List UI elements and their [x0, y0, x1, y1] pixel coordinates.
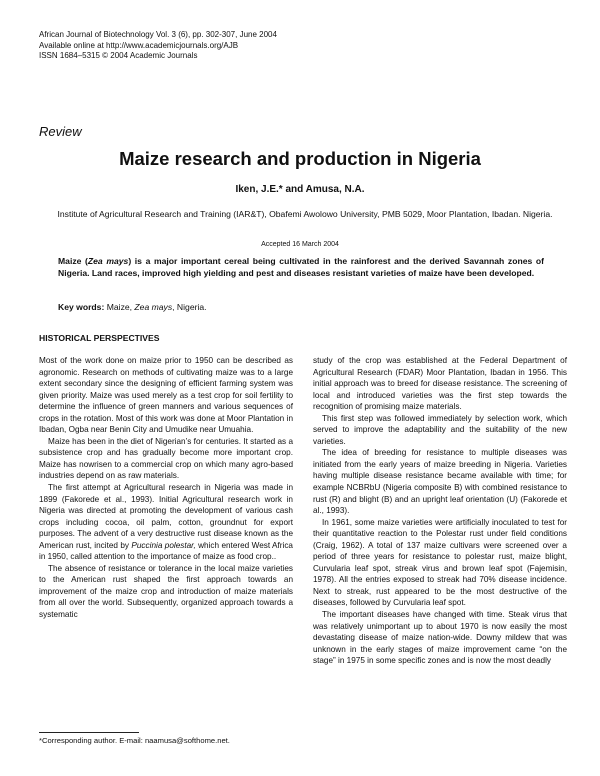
journal-issn: ISSN 1684–5315 © 2004 Academic Journals	[39, 51, 198, 60]
footnote-divider	[39, 732, 139, 733]
keywords: Key words: Maize, Zea mays, Nigeria.	[58, 302, 207, 312]
paragraph: This first step was followed immediately by selection work, which served to improve the adaptability and the suitability of the new varieties.	[313, 413, 567, 446]
paragraph: Maize has been in the diet of Nigerian’s for centuries. It started as a subsistence crop and has gradually become more important crop. Maize has nowrisen to a commercial crop on which many agro-based industries depend on as raw materials.	[39, 436, 293, 481]
right-column	[313, 355, 567, 667]
paragraph: study of the crop was established at the Federal Department of Agricultural Research (FDAR) Moor Plantation, Ibadan in 1956. This initial approach was to breed for disease resistance. The screening of local and introduced varieties was the first step towards the recognition of promising maize materials.	[313, 356, 567, 412]
page-title: Maize research and production in Nigeria	[119, 148, 481, 169]
authors: Iken, J.E.* and Amusa, N.A.	[235, 184, 365, 195]
left-column	[39, 355, 293, 621]
keywords-label: Key words:	[58, 302, 105, 312]
affiliation: Institute of Agricultural Research and Training (IAR&T), Obafemi Awolowo University, PMB 5029, Moor Plantation, Ibadan. Nigeria.	[57, 209, 553, 219]
abstract: Maize (Zea mays) is a major important cereal being cultivated in the rainforest and the derived Savannah zones of Nigeria. Land races, improved high yielding and pest and diseases resistant varieties of maize have been developed.	[58, 256, 544, 278]
paragraph: The idea of breeding for resistance to multiple diseases was initiated from the early years of maize breeding in Nigeria. Varieties having multiple disease resistance became available with time; for example NCBRbU (Nigeria composite B) with combined resistance to rust (R) and blight (B) and an upright leaf orientation (U) (Fakorede et al., 1993).	[313, 448, 567, 516]
journal-url: Available online at http://www.academicjournals.org/AJB	[39, 40, 239, 50]
paragraph: The absence of resistance or tolerance in the local maize varieties to the American rust shaped the first approach towards an improvement of the maize crop and introduction of maize materials from all over the world. Subsequently, organized approach towards a systematic	[39, 563, 293, 620]
paragraph: The first attempt at Agricultural research in Nigeria was made in 1899 (Fakorede et al., 1993). Initial Agricultural research work in Nigeria was directed at promoting the development of various cash crops including cocoa, oil palm, cotton, groundnut for export purposes. The advent of a very destructive rust disease known as the American rust, incited by Puccinia polestar, which entered West Africa in 1950, called attention to the importance of maize as food crop..	[39, 483, 293, 562]
paragraph: Most of the work done on maize prior to 1950 can be described as agronomic. Research on methods of cultivating maize was to a large extent secondary since the designing of efficient farming system was given priority. Maize was used merely as a test crop for soil fertility to determine the influence of green manners and various sequences of crops in the rotation. Most of this work was done at Moor Plantation in Ibadan, Ogba near Benin City and Umudike near Umuahia.	[39, 356, 293, 435]
article-type: Review	[39, 124, 82, 139]
journal-info	[39, 30, 277, 62]
journal-citation: African Journal of Biotechnology Vol. 3 (6), pp. 302-307, June 2004	[39, 30, 277, 39]
footnote: *Corresponding author. E-mail: naamusa@softhome.net.	[39, 736, 230, 745]
accepted-date: Accepted 16 March 2004	[261, 241, 339, 248]
paragraph: The important diseases have changed with time. Steak virus that was relatively unimportant up to about 1970 is now easily the most devastating disease of maize nation-wide. Downy mildew that was unknown in the early stages of maize improvement came “on the stage” in 1975 in some specific zones and is now the most deadly	[313, 610, 567, 666]
paragraph: In 1961, some maize varieties were artificially inoculated to test for their quantitative reaction to the Polestar rust under field conditions (Craig, 1962). A total of 137 maize cultivars were screened over a period of three years for resistance to polestar rust, maize blight, Curvularia leaf spot, streak virus and brown leaf spot (Fajemisin, 1978). All the entries exposed to streak had 70% disease incidence. Next to streak, rust appeared to be the most destructive of the diseases, followed by Curvularia leaf spot.	[313, 517, 567, 608]
section-heading: HISTORICAL PERSPECTIVES	[39, 333, 160, 343]
